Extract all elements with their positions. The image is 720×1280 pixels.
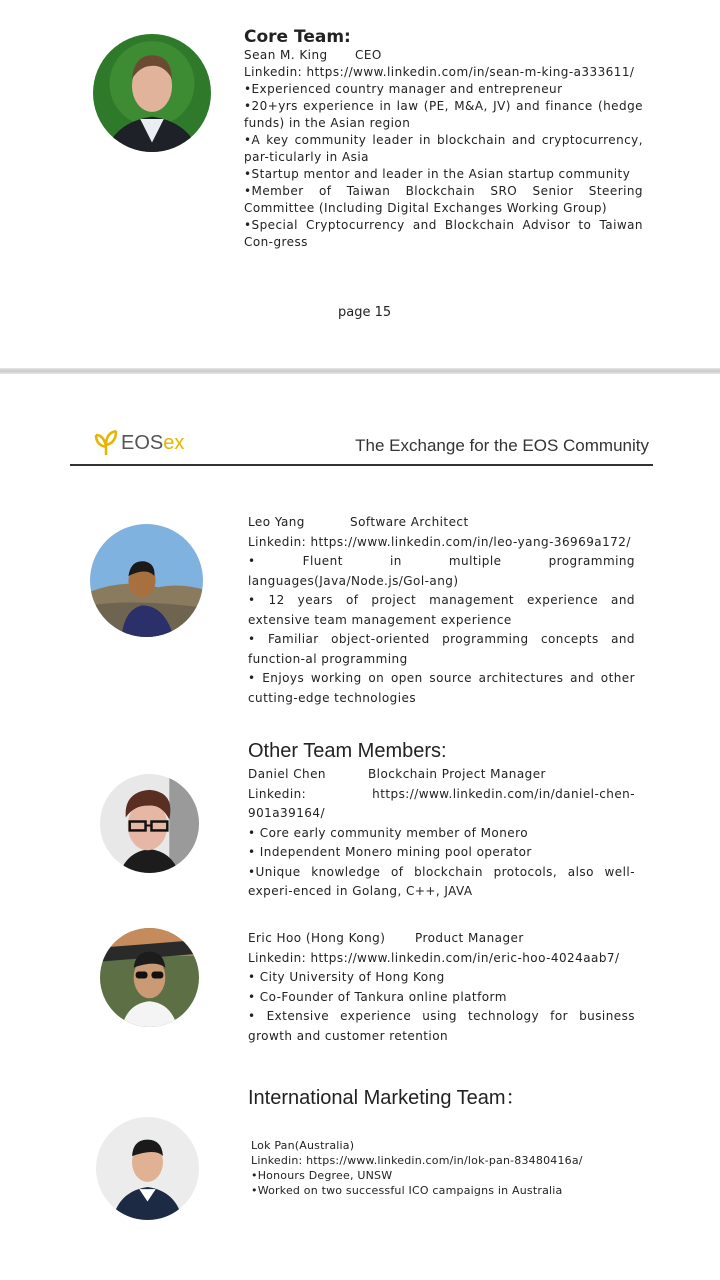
core-team-title: Core Team: bbox=[244, 27, 351, 47]
bio-bullet: •A key community leader in blockchain and cryptocurrency, par-ticularly in Asia bbox=[244, 133, 643, 164]
member-name: Daniel Chen bbox=[248, 767, 326, 781]
eric-hoo-bio bbox=[248, 929, 635, 1046]
other-team-title: Other Team Members: bbox=[248, 740, 447, 762]
linkedin-link[interactable]: Linkedin: https://www.linkedin.com/in/daniel-chen-901a39164/ bbox=[248, 786, 635, 820]
eosex-logo bbox=[94, 429, 184, 457]
bio-bullet: •Member of Taiwan Blockchain SRO Senior Steering Committee (Including Digital Exchanges Working Group) bbox=[244, 184, 643, 215]
member-role: Blockchain Project Manager bbox=[368, 767, 546, 781]
avatar-eric-hoo bbox=[100, 928, 199, 1027]
header-tagline: The Exchange for the EOS Community bbox=[355, 436, 649, 455]
bio-bullet: •Special Cryptocurrency and Blockchain Advisor to Taiwan Con-gress bbox=[244, 218, 643, 249]
avatar-lok-pan bbox=[96, 1117, 199, 1220]
member-name: Lok Pan(Australia) bbox=[251, 1139, 355, 1152]
bio-bullet: • Independent Monero mining pool operator bbox=[248, 845, 532, 859]
linkedin-link[interactable]: Linkedin: https://www.linkedin.com/in/lok-pan-83480416a/ bbox=[251, 1154, 583, 1167]
bio-bullet: • Familiar object-oriented programming concepts and function-al programming bbox=[248, 632, 635, 666]
leo-yang-bio bbox=[248, 513, 635, 708]
bio-bullet: • Extensive experience using technology for business growth and customer retention bbox=[248, 1009, 635, 1043]
name-row bbox=[248, 513, 635, 533]
bio-bullet: •20+yrs experience in law (PE, M&A, JV) and finance (hedge funds) in the Asian region bbox=[244, 99, 643, 130]
member-role: Product Manager bbox=[415, 931, 524, 945]
bio-bullet: •Experienced country manager and entrepreneur bbox=[244, 82, 563, 96]
linkedin-link[interactable]: Linkedin: https://www.linkedin.com/in/leo-yang-36969a172/ bbox=[248, 534, 631, 549]
name-row bbox=[248, 929, 635, 949]
bio-bullet: •Honours Degree, UNSW bbox=[251, 1169, 393, 1182]
sean-king-bio bbox=[244, 47, 643, 251]
bio-bullet: • Enjoys working on open source architectures and other cutting-edge technologies bbox=[248, 671, 635, 705]
page-header bbox=[70, 426, 653, 466]
bio-bullet: • Core early community member of Monero bbox=[248, 825, 529, 840]
linkedin-link[interactable]: Linkedin: https://www.linkedin.com/in/eric-hoo-4024aab7/ bbox=[248, 950, 620, 965]
avatar-sean-king bbox=[93, 34, 211, 152]
marketing-team-title: International Marketing Team： bbox=[248, 1087, 526, 1109]
lok-pan-bio bbox=[251, 1138, 631, 1198]
member-role: CEO bbox=[355, 48, 382, 62]
member-name: Leo Yang bbox=[248, 515, 305, 529]
avatar-leo-yang bbox=[90, 524, 203, 637]
bio-bullet: •Unique knowledge of blockchain protocols, also well-experi-enced in Golang, C++, JAVA bbox=[248, 864, 635, 898]
name-row bbox=[248, 765, 635, 785]
bio-bullet: • City University of Hong Kong bbox=[248, 970, 445, 984]
document-page-top bbox=[0, 0, 720, 368]
member-name: Eric Hoo (Hong Kong) bbox=[248, 931, 386, 945]
linkedin-link[interactable]: Linkedin: https://www.linkedin.com/in/sean-m-king-a333611/ bbox=[244, 65, 635, 79]
bio-bullet: • Fluent in multiple programming languages(Java/Node.js/Gol-ang) bbox=[248, 554, 635, 588]
bio-bullet: • Co-Founder of Tankura online platform bbox=[248, 989, 507, 1004]
name-row bbox=[244, 47, 643, 64]
member-name: Sean M. King bbox=[244, 48, 328, 62]
leaf-logo-icon bbox=[94, 429, 118, 457]
bio-bullet: • 12 years of project management experience and extensive team management experience bbox=[248, 593, 635, 627]
logo-text: EOSex bbox=[121, 431, 185, 454]
avatar-daniel-chen bbox=[100, 774, 199, 873]
document-page-bottom bbox=[0, 374, 720, 1280]
member-role: Software Architect bbox=[350, 515, 469, 529]
bio-bullet: •Worked on two successful ICO campaigns in Australia bbox=[251, 1184, 563, 1197]
daniel-chen-bio bbox=[248, 765, 635, 902]
bio-bullet: •Startup mentor and leader in the Asian startup community bbox=[244, 167, 631, 181]
page-number: page 15 bbox=[338, 305, 392, 320]
